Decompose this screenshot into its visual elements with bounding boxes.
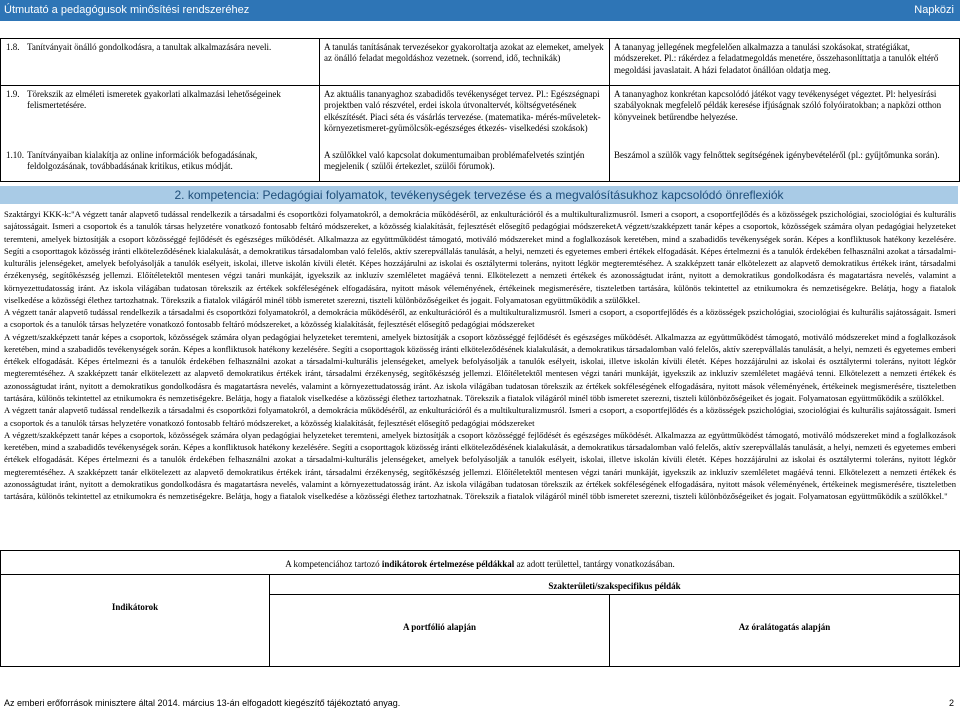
indicators-column-text: Indikátorok (111, 602, 159, 612)
intro-text-pre: A kompetenciához tartozó (285, 559, 382, 569)
indicators-column-header (1, 602, 269, 613)
row-indicator: Törekszik az elméleti ismeretek gyakorlati alkalmazási lehetőségeinek felismertetésére. (27, 89, 281, 111)
document-title: Útmutató a pedagógusok minősítési rendszeréhez (4, 4, 250, 16)
indicator-intro (1, 559, 959, 570)
indicator-rows-table (0, 38, 960, 182)
examples-header (270, 581, 959, 592)
observation-column-text: Az óralátogatás alapján (738, 622, 831, 632)
row-number: 1.10. (6, 150, 24, 160)
row-number: 1.8. (6, 42, 20, 52)
portfolio-column-text: A portfólió alapján (402, 622, 476, 632)
intro-text-bold: indikátorok értelmezése példákkal (381, 559, 515, 569)
header-right-label: Napközi (914, 4, 954, 16)
row-example-col2: A szülőkkel való kapcsolat dokumentumaiban problémafelvetés szintjén megjelenik ( szülői értekezlet, szülői fórumok). (324, 150, 585, 172)
page-number: 2 (948, 698, 954, 708)
row-example-col3: A tananyag jellegének megfelelően alkalmazza a tanulási szokásokat, stratégiákat, módszereket. Pl.: rákérdez a feladatmegoldás menetére, összehasonlíttatja a tanulók eltérő megoldási javaslatait. A házi feladatot önállóan oldatja meg. (614, 42, 939, 75)
examples-header-text: Szakterületi/szakspecifikus példák (548, 581, 681, 591)
observation-column-header (610, 622, 959, 633)
footer-note: Az emberi erőforrások minisztere által 2014. március 13-án elfogadott kiegészítő tájékoztató anyag. (4, 698, 401, 708)
competency-body-text: Szaktárgyi KKK-k:"A végzett tanár alapvető tudással rendelkezik a társadalmi és csoportközi folyamatokról, a demokrácia működéséről, az enkulturációról és a multikulturalizmusról. Ismeri a csoport, a csoportfejlődés és a közösségek pszichológiai, szociológiai és kulturális sajátosságait. Ismeri a csoportok és a tanulók társas helyzetére vonatkozó fontosabb feltáró módszereket, a közösség kialakítását, fejlesztését elősegítő pedagógiai módszereketA végzett/szakképzett tanár képes a csoportok, közösségek számára olyan pedagógiai helyzeteket teremteni, amelyek biztosítják a csoport közösséggé fejlődését és egészséges működését. Alkalmazza az együttműködést támogató, motiváló módszereket mind a foglalkozások keretében, mind a szabadidős tevékenységek során. Képes a konfliktusok hatékony kezelésére. Segíti a csoporttagok közösség iránti elköteleződésének kialakulását, a demokratikus társadalomban való felelős, aktív szerepvállalás tanulását, a helyi, nemzeti és egyetemes emberi értékek elfogadását. Képes értelmezni és a tanulók érdekében felhasználni azokat a társadalmi-kulturális jelenségeket, amelyek befolyásolják a tanulók esélyeit, iskolai, illetve iskolán kívüli életét. Képes hozzájárulni az iskolai és osztálytermi toleráns, nyitott légkör megteremtéséhez. A szakképzett tanár elkötelezett az alapvető demokratikus értékek iránt, társadalmi érzékenység, segítőkészség jellemzi. Előítéletektől mentesen végzi tanári munkáját, igyekszik az inkluzív szemléletet magáévá tenni. Elkötelezett a nemzeti értékek és azonosságtudat iránt, nyitott a demokratikus gondolkodásra és magatartásra nevelés, valamint a környezettudatosság iránt. Az iskola világában tudatosan törekszik az értékek sokféleségének elfogadására, nyitott mások véleményének, értékeinek megismerésére, tiszteletben tartására, különös tekintettel az etnikumokra és nemzetiségekre. Belátja, hogy a fiatalok viselkedése a közösségi élethez tartozhatnak. Törekszik a fiatalok világáról minél több ismeretet szerezni, tiszteli különbözőségeiket és jogait. Folyamatosan együttműködik a szülőkkel. A végzett tanár alapvető tudással rendelkezik a társadalmi és csoportközi folyamatokról, a demokrácia működéséről, az enkulturációról és a multikulturalizmusról. Ismeri a csoport, a csoportfejlődés és a közösségek pszichológiai, szociológiai és kulturális sajátosságait. Ismeri a csoportok és a tanulók társas helyzetére vonatkozó fontosabb feltáró módszereket, a közösség kialakítását, fejlesztését elősegítő pedagógiai módszereket A végzett/szakképzett tanár képes a csoportok, közösségek számára olyan pedagógiai helyzeteket teremteni, amelyek biztosítják a csoport közösséggé fejlődését és egészséges működését. Alkalmazza az együttműködést támogató, motiváló módszereket mind a foglalkozások keretében, mind a szabadidős tevékenységek során. Képes a konfliktusok hatékony kezelésére. Segíti a csoporttagok közösség iránti elköteleződésének kialakulását, a demokratikus társadalomban való felelős, aktív szerepvállalás tanulását, a helyi, nemzeti és egyetemes emberi értékek elfogadását. Képes értelmezni és a tanulók érdekében felhasználni azokat a társadalmi-kulturális jelenségeket, amelyek befolyásolják a tanulók esélyeit, iskolai, illetve iskolán kívüli életét. Képes hozzájárulni az iskolai és osztálytermi toleráns, nyitott légkör megteremtéséhez. A szakképzett tanár elkötelezett az alapvető demokratikus értékek iránt, társadalmi érzékenység, segítőkészség jellemzi. Előítéletektől mentesen végzi tanári munkáját, igyekszik az inkluzív szemléletet magáévá tenni. Elkötelezett a nemzeti értékek és azonosságtudat iránt, nyitott a demokratikus gondolkodásra és magatartásra nevelés, valamint a környezettudatosság iránt. Az iskola világában tudatosan törekszik az értékek sokféleségének elfogadására, nyitott mások véleményének, értékeinek megismerésére, tiszteletben tartására, különös tekintettel az etnikumokra és nemzetiségekre. Belátja, hogy a fiatalok viselkedése a közösségi élethez tartozhatnak. Törekszik a fiatalok világáról minél több ismeretet szerezni, tiszteli különbözőségeiket és jogait. Folyamatosan együttműködik a szülőkkel. A végzett tanár alapvető tudással rendelkezik a társadalmi és csoportközi folyamatokról, a demokrácia működéséről, az enkulturációról és a multikulturalizmusról. Ismeri a csoport, a csoportfejlődés és a közösségek pszichológiai, szociológiai és kulturális sajátosságait. Ismeri a csoportok és a tanulók társas helyzetére vonatkozó fontosabb feltáró módszereket, a közösség kialakítását, fejlesztését elősegítő pedagógiai módszereket A végzett/szakképzett tanár képes a csoportok, közösségek számára olyan pedagógiai helyzeteket teremteni, amelyek biztosítják a csoport közösséggé fejlődését és egészséges működését. Alkalmazza az együttműködést támogató, motiváló módszereket mind a foglalkozások keretében, mind a szabadidős tevékenységek során. Képes a konfliktusok hatékony kezelésére. Segíti a csoporttagok közösség iránti elköteleződésének kialakulását, a demokratikus társadalomban való felelős, aktív szerepvállalás tanulását, a helyi, nemzeti és egyetemes emberi értékek elfogadását. Képes értelmezni és a tanulók érdekében felhasználni azokat a társadalmi-kulturális jelenségeket, amelyek befolyásolják a tanulók esélyeit, iskolai, illetve iskolán kívüli életét. Képes hozzájárulni az iskolai és osztálytermi toleráns, nyitott légkör megteremtéséhez. A szakképzett tanár elkötelezett az alapvető demokratikus értékek iránt, társadalmi érzékenység, segítőkészség jellemzi. Előítéletektől mentesen végzi tanári munkáját, igyekszik az inkluzív szemléletet magáévá tenni. Elkötelezett a nemzeti értékek és azonosságtudat iránt, nyitott a demokratikus gondolkodásra és magatartásra nevelés, valamint a környezettudatosság iránt. Az iskola világában tudatosan törekszik az értékek sokféleségének elfogadására, nyitott mások véleményének, értékeinek megismerésére, tiszteletben tartására, különös tekintettel az etnikumokra és nemzetiségekre. Belátja, hogy a fiatalok viselkedése a közösségi élethez tartozhatnak. Törekszik a fiatalok világáról minél több ismeretet szerezni, tiszteli különbözőségeiket és jogait. Folyamatosan együttműködik a szülőkkel." (4, 209, 956, 502)
row-indicator: Tanítványait önálló gondolkodásra, a tanultak alkalmazására neveli. (27, 42, 272, 52)
row-indicator: Tanítványaiban kialakítja az online információk befogadásának, feldolgozásának, továbbadásának kritikus, etikus módját. (27, 150, 258, 172)
intro-text-post: az adott területtel, tantárgy vonatkozásában. (514, 559, 675, 569)
row-example-col3: A tananyaghoz konkrétan kapcsolódó játékot vagy tevékenységet végeztet. Pl: helyesírási szabályoknak megfelelő példák keresése ifjúságnak szóló folyóiratokban; a napközi otthon könyveinek betűrendbe helyezése. (614, 89, 942, 122)
row-number: 1.9. (6, 89, 20, 99)
row-example-col2: A tanulás tanításának tervezésekor gyakoroltatja azokat az elemeket, amelyek az önálló feladat megoldáshoz vezetnek. (sorrend, idő, technikák) (324, 42, 604, 64)
competency-title: 2. kompetencia: Pedagógiai folyamatok, tevékenységek tervezése és a megvalósításukhoz kapcsolódó önreflexiók (174, 188, 784, 202)
portfolio-column-header (270, 622, 609, 633)
header-bar (0, 0, 960, 21)
row-example-col2: Az aktuális tananyaghoz szabadidős tevékenységet tervez. Pl.: Egészségnapi projektben való részvétel, erdei iskola útvonaltervét, költségvetésének elkészítését. Piaci séta és vásárlás tervezése. (matematika- mérés-műveletek-környezetismeret-gyümölcsök-egészséges étkezés- viselkedési szokások) (324, 89, 601, 133)
indicator-examples-table (0, 550, 960, 667)
row-example-col3: Beszámol a szülők vagy felnőttek segítségének igénybevételéről (pl.: gyűjtőmunka során). (614, 150, 940, 160)
